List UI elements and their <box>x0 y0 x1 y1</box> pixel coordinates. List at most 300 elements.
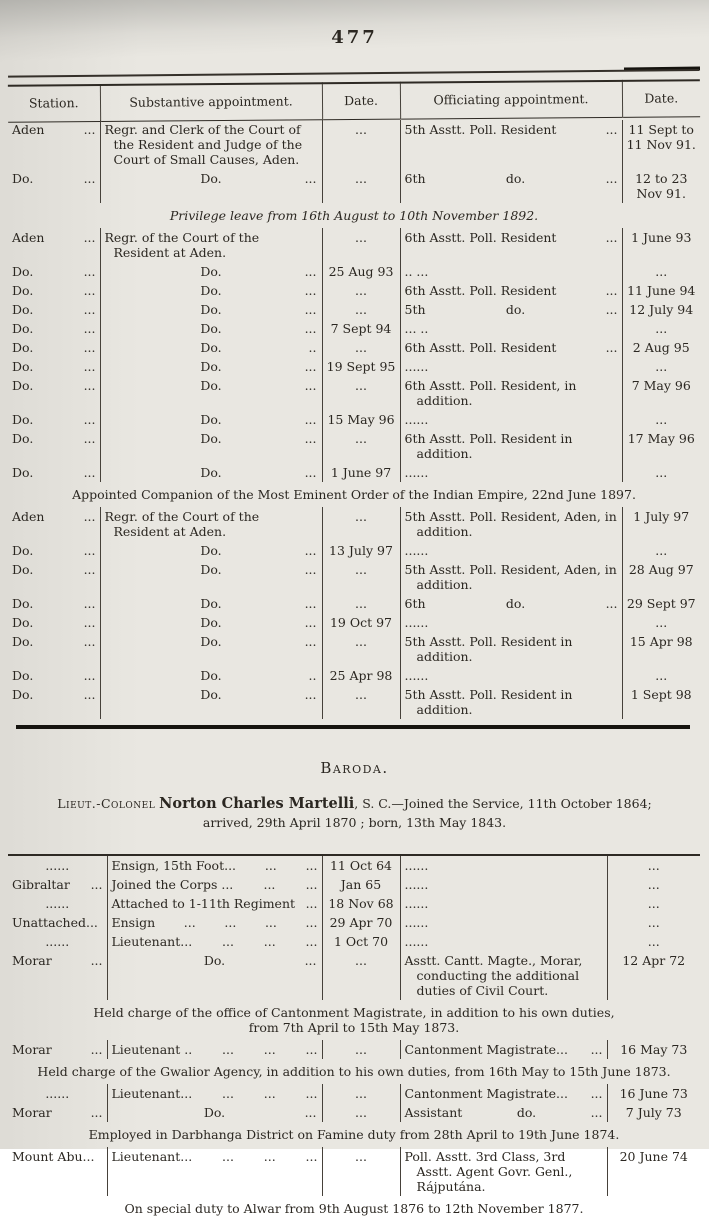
dot-leader: ... <box>590 1105 603 1120</box>
cell-date <box>322 281 400 300</box>
appointment-flex <box>105 171 318 186</box>
cell-officiating-appointment <box>400 894 607 913</box>
date-text: ... <box>655 543 668 558</box>
cell-date <box>622 281 700 300</box>
service-record-table <box>8 82 700 729</box>
dot-leader: ... <box>83 634 96 649</box>
column-header <box>400 81 622 119</box>
appointment-flex <box>105 359 318 374</box>
column-header-text: Officiating appointment. <box>433 91 589 108</box>
date-text: ... <box>655 465 668 480</box>
martelli-table-group <box>8 1084 700 1122</box>
date-text: 17 May 96 <box>627 431 695 446</box>
date-text: ... <box>355 1042 367 1057</box>
dot-leader: ... <box>263 877 276 892</box>
table-note <box>20 1064 688 1079</box>
cell-station <box>8 376 100 410</box>
officiating-flex <box>405 634 618 664</box>
officiating-text: ... .. <box>404 321 429 336</box>
cell-station <box>8 666 100 685</box>
appointment-flex <box>105 687 318 702</box>
cell-date <box>622 357 700 376</box>
date-text: 2 Aug 95 <box>632 340 690 355</box>
appointment-flex <box>105 668 318 683</box>
cell-date <box>322 338 400 357</box>
cell-officiating-appointment <box>400 410 622 429</box>
dot-leader: ... <box>304 615 317 630</box>
date-text: ... <box>355 378 367 393</box>
cell-officiating-appointment <box>400 1040 607 1059</box>
officiating-flex <box>405 283 618 298</box>
cell-substantive-appointment <box>107 894 322 913</box>
cell-officiating-appointment <box>400 357 622 376</box>
table-row <box>8 507 700 541</box>
dot-leader: ... <box>83 465 96 480</box>
officiating-flex <box>405 687 618 717</box>
date-text: 19 Sept 95 <box>326 359 396 374</box>
officiating-text: Asstt. Cantt. Magte., Morar, conducting the additional duties of Civil Court. <box>404 953 583 998</box>
dot-leader: ... <box>83 668 96 683</box>
cell-substantive-appointment <box>100 262 322 281</box>
date-text: 7 Sept 94 <box>330 321 392 336</box>
station-flex <box>12 171 96 186</box>
table-row <box>8 120 700 169</box>
cell-date <box>607 1040 700 1059</box>
dot-leader: ... <box>222 934 234 949</box>
table-row <box>8 951 700 1000</box>
appointment-text: Ensign, 15th Foot... <box>111 858 237 873</box>
cell-substantive-appointment <box>100 666 322 685</box>
appointment-text: Do. <box>200 321 222 336</box>
cell-date <box>322 319 400 338</box>
cell-station <box>8 932 107 951</box>
cell-officiating-appointment <box>400 300 622 319</box>
station-flex <box>12 687 96 702</box>
appointment-text: Regr. of the Court of the Resident at Aden. <box>104 509 260 539</box>
station-flex <box>12 562 96 577</box>
cell-date <box>322 300 400 319</box>
cell-officiating-appointment <box>400 507 622 541</box>
table-note <box>20 487 688 502</box>
table-row <box>8 894 700 913</box>
station-flex <box>12 283 96 298</box>
appointment-text: Do. <box>200 562 222 577</box>
officiating-text: ...... <box>404 877 429 892</box>
cell-station <box>8 300 100 319</box>
date-text: 29 Apr 70 <box>329 915 393 930</box>
appointment-flex <box>105 634 318 649</box>
officiating-flex <box>405 934 603 949</box>
cell-date <box>607 951 700 1000</box>
cell-station <box>8 541 100 560</box>
appointment-flex <box>112 1149 318 1164</box>
dot-leader: ... <box>224 915 237 930</box>
table-row <box>8 410 700 429</box>
cell-date <box>322 541 400 560</box>
officiating-do-text: do. <box>505 171 526 186</box>
cell-station <box>8 1147 107 1196</box>
appointment-flex <box>105 465 318 480</box>
officiating-text: .. ... <box>404 264 429 279</box>
officiating-text: 5th Asstt. Poll. Resident, Aden, in addition. <box>404 509 617 539</box>
appointment-text: Do. <box>200 465 222 480</box>
cell-officiating-appointment <box>400 262 622 281</box>
table-row <box>8 1147 700 1196</box>
cell-station <box>8 281 100 300</box>
cell-date <box>322 429 400 463</box>
cell-officiating-appointment <box>400 228 622 262</box>
appointment-text: Do. <box>200 431 222 446</box>
officiating-text: ...... <box>404 359 429 374</box>
date-text: 11 Oct 64 <box>329 858 393 873</box>
station-text: Do. <box>12 543 34 558</box>
station-text: ...... <box>45 896 70 911</box>
officiating-flex <box>405 264 618 279</box>
appointment-flex <box>112 934 318 949</box>
officiating-flex <box>405 1086 603 1101</box>
date-text: ... <box>355 562 367 577</box>
dot-leader: ... <box>305 934 318 949</box>
station-text: Do. <box>12 283 34 298</box>
dot-leader: ... <box>304 687 317 702</box>
table-row <box>8 666 700 685</box>
appointment-text: Do. <box>200 412 222 427</box>
date-text: ... <box>655 412 668 427</box>
dot-leader: ... <box>305 1149 318 1164</box>
cell-date <box>622 262 700 281</box>
date-text: 11 Sept to 11 Nov 91. <box>626 122 696 152</box>
cell-substantive-appointment <box>100 541 322 560</box>
note-line: Appointed Companion of the Most Eminent Order of the Indian Empire, 22nd June 1897. <box>72 487 636 502</box>
cell-substantive-appointment <box>100 632 322 666</box>
dot-leader: ... <box>304 264 317 279</box>
station-flex <box>12 509 96 524</box>
date-text: 1 Sept 98 <box>630 687 692 702</box>
dot-leader: ... <box>83 378 96 393</box>
station-text: Do. <box>12 378 34 393</box>
dot-leader: ... <box>305 1086 318 1101</box>
date-text: ... <box>355 283 367 298</box>
appointment-flex <box>105 302 318 317</box>
service-table-body <box>8 120 700 719</box>
dot-leader: ... <box>83 562 96 577</box>
station-text: Gibraltar <box>12 877 70 892</box>
table-row <box>8 875 700 894</box>
cell-officiating-appointment <box>400 319 622 338</box>
table-note <box>20 1201 688 1216</box>
appointment-flex <box>105 283 318 298</box>
date-text: ... <box>647 896 660 911</box>
officiating-flex <box>405 858 603 873</box>
cell-substantive-appointment <box>100 463 322 482</box>
table-row <box>8 613 700 632</box>
dot-leader: ... <box>605 283 618 298</box>
date-text: ... <box>355 1149 367 1164</box>
appointment-text: Regr. of the Court of the Resident at Aden. <box>104 230 260 260</box>
appointment-flex <box>105 378 318 393</box>
cell-date <box>322 1084 400 1103</box>
appointment-text: Do. <box>203 1105 226 1120</box>
table-row <box>8 913 700 932</box>
service-table-header <box>8 79 700 122</box>
station-text: Do. <box>12 615 34 630</box>
officiating-do-text: do. <box>505 596 526 611</box>
officiating-flex <box>405 378 618 408</box>
cell-date <box>622 376 700 410</box>
dot-leader: ... <box>222 1149 234 1164</box>
station-flex <box>12 953 103 968</box>
dot-leader: ... <box>304 1105 317 1120</box>
table-row <box>8 463 700 482</box>
cell-date <box>622 685 700 719</box>
cell-substantive-appointment <box>100 120 322 169</box>
appointment-text: Do. <box>200 668 222 683</box>
cell-station <box>8 338 100 357</box>
cell-date <box>322 666 400 685</box>
station-text: Do. <box>12 412 34 427</box>
cell-substantive-appointment <box>100 169 322 203</box>
date-text: 12 Apr 72 <box>622 953 686 968</box>
date-text: 16 May 73 <box>620 1042 688 1057</box>
appointment-flex <box>105 562 318 577</box>
station-text: ...... <box>45 934 70 949</box>
dot-leader: ... <box>304 412 317 427</box>
cell-station <box>8 507 100 541</box>
dot-leader: ... <box>605 122 618 137</box>
cell-station <box>8 429 100 463</box>
dot-leader: ... <box>83 230 96 245</box>
dot-leader: ... <box>83 302 96 317</box>
table-top-rule <box>8 69 699 78</box>
cell-station <box>8 875 107 894</box>
officiating-text: 5th Asstt. Poll. Resident, Aden, in addition. <box>404 562 617 592</box>
officiating-text: ...... <box>404 668 429 683</box>
cell-date <box>622 560 700 594</box>
column-header-text: Station. <box>28 95 79 111</box>
dot-leader: ... <box>83 283 96 298</box>
date-text: 1 June 93 <box>631 230 692 245</box>
cell-substantive-appointment <box>100 410 322 429</box>
appointment-flex <box>112 1042 318 1057</box>
officiating-text: 6th Asstt. Poll. Resident in addition. <box>404 431 573 461</box>
appointment-flex <box>112 1105 318 1120</box>
station-flex <box>12 634 96 649</box>
appointment-flex <box>105 230 318 260</box>
officiating-text: Poll. Asstt. 3rd Class, 3rd Asstt. Agent Govr. Genl., Rájputána. <box>404 1149 573 1194</box>
cell-officiating-appointment <box>400 541 622 560</box>
cell-officiating-appointment <box>400 560 622 594</box>
note-line: Employed in Darbhanga District on Famine duty from 28th April to 19th June 1874. <box>88 1127 620 1142</box>
officiating-text: ...... <box>404 858 429 873</box>
cell-officiating-appointment <box>400 666 622 685</box>
dot-leader: ... <box>222 1042 234 1057</box>
officiating-flex <box>405 896 603 911</box>
officiating-flex <box>405 1105 603 1120</box>
station-flex <box>12 896 103 911</box>
station-text: Do. <box>12 321 34 336</box>
officiating-text: 5th Asstt. Poll. Resident in addition. <box>404 634 573 664</box>
cell-substantive-appointment <box>107 913 322 932</box>
table-row <box>8 281 700 300</box>
cell-officiating-appointment <box>400 855 607 875</box>
station-text: Morar <box>12 953 52 968</box>
cell-officiating-appointment <box>400 1103 607 1122</box>
cell-substantive-appointment <box>107 1084 322 1103</box>
appointment-flex <box>112 896 318 911</box>
appointment-flex <box>105 596 318 611</box>
dot-leader: ... <box>305 915 318 930</box>
dot-leader: ... <box>304 321 317 336</box>
cell-station <box>8 1040 107 1059</box>
date-text: ... <box>355 596 367 611</box>
station-text: Do. <box>12 687 34 702</box>
cell-station <box>8 410 100 429</box>
date-text: 1 Oct 70 <box>333 934 389 949</box>
table-row <box>8 319 700 338</box>
dot-leader: ... <box>305 896 318 911</box>
cell-officiating-appointment <box>400 463 622 482</box>
dot-leader: ... <box>304 562 317 577</box>
cell-date <box>322 932 400 951</box>
station-text: ...... <box>45 858 70 873</box>
officiating-text: 6th <box>404 596 426 611</box>
appointment-text: Lieutenant .. <box>111 1042 193 1057</box>
cell-date <box>622 594 700 613</box>
station-text: Mount Abu... <box>12 1149 95 1164</box>
appointment-text: Do. <box>200 340 222 355</box>
cell-date <box>322 120 400 169</box>
officiating-text: ...... <box>404 543 429 558</box>
cell-date <box>322 560 400 594</box>
table-row <box>8 541 700 560</box>
appointment-text: Do. <box>200 634 222 649</box>
officiating-flex <box>405 543 618 558</box>
cell-station <box>8 594 100 613</box>
cell-station <box>8 319 100 338</box>
appointment-text: Regr. and Clerk of the Court of the Resident and Judge of the Court of Small Causes, Aden. <box>104 122 303 167</box>
officiating-flex <box>405 230 618 245</box>
appointment-flex <box>105 543 318 558</box>
date-text: 18 Nov 68 <box>328 896 394 911</box>
cell-officiating-appointment <box>400 613 622 632</box>
date-text: 1 July 97 <box>633 509 690 524</box>
officiating-text: 6th Asstt. Poll. Resident <box>404 230 557 245</box>
appointment-flex <box>112 858 318 873</box>
dot-leader: ... <box>264 915 277 930</box>
date-text: 16 June 73 <box>619 1086 688 1101</box>
dot-leader: ... <box>590 1086 603 1101</box>
cell-date <box>322 855 400 875</box>
cell-date <box>322 894 400 913</box>
date-text: 7 July 73 <box>625 1105 682 1120</box>
officiating-text: Cantonment Magistrate... <box>404 1086 568 1101</box>
station-flex <box>12 858 103 873</box>
dot-leader: ... <box>605 171 618 186</box>
officiating-text: 6th <box>404 171 426 186</box>
appointment-flex <box>112 915 318 930</box>
table-row <box>8 1103 700 1122</box>
officiating-flex <box>405 953 603 998</box>
table-bottom-rule <box>16 725 690 729</box>
dot-leader: .. <box>308 668 317 683</box>
service-table-section <box>8 507 700 719</box>
service-table-section <box>8 120 700 203</box>
station-text: Do. <box>12 562 34 577</box>
cell-officiating-appointment <box>400 120 622 169</box>
date-text: ... <box>647 934 660 949</box>
cell-station <box>8 855 107 875</box>
cell-date <box>622 429 700 463</box>
note-line: On special duty to Alwar from 9th August 1876 to 12th November 1877. <box>124 1201 584 1216</box>
dot-leader: ... <box>263 1086 276 1101</box>
station-flex <box>12 543 96 558</box>
date-text: ... <box>355 687 367 702</box>
date-text: ... <box>355 509 367 524</box>
station-text: Do. <box>12 596 34 611</box>
cell-date <box>607 875 700 894</box>
table-row <box>8 169 700 203</box>
date-text: 29 Sept 97 <box>626 596 696 611</box>
appointment-text: Do. <box>200 171 222 186</box>
dot-leader: ... <box>83 359 96 374</box>
date-text: ... <box>655 264 668 279</box>
officiating-text: 5th <box>404 302 426 317</box>
cell-date <box>622 613 700 632</box>
cell-date <box>622 632 700 666</box>
date-text: 7 May 96 <box>631 378 691 393</box>
cell-date <box>607 932 700 951</box>
dot-leader: ... <box>183 915 196 930</box>
service-table-section <box>8 228 700 482</box>
cell-substantive-appointment <box>100 376 322 410</box>
officer-intro-line2: arrived, 29th April 1870 ; born, 13th May 1843. <box>202 815 507 830</box>
date-text: 25 Aug 93 <box>328 264 394 279</box>
martelli-table-group <box>8 1147 700 1196</box>
officiating-flex <box>405 321 618 336</box>
cell-date <box>322 507 400 541</box>
station-text: Do. <box>12 431 34 446</box>
table-row <box>8 429 700 463</box>
date-text: 11 June 94 <box>627 283 696 298</box>
officiating-text: ...... <box>404 934 429 949</box>
station-flex <box>12 412 96 427</box>
cell-officiating-appointment <box>400 376 622 410</box>
martelli-table-group <box>8 854 700 1000</box>
station-text: Do. <box>12 171 34 186</box>
officiating-flex <box>405 171 618 186</box>
cell-substantive-appointment <box>107 1147 322 1196</box>
date-text: 1 June 97 <box>330 465 392 480</box>
station-flex <box>12 302 96 317</box>
dot-leader: ... <box>83 321 96 336</box>
appointment-flex <box>112 877 318 892</box>
dot-leader: ... <box>83 615 96 630</box>
column-header <box>100 83 322 121</box>
cell-station <box>8 1103 107 1122</box>
date-text: 25 Apr 98 <box>329 668 393 683</box>
cell-station <box>8 228 100 262</box>
station-text: Aden <box>12 230 45 245</box>
officiating-flex <box>405 340 618 355</box>
cell-substantive-appointment <box>100 560 322 594</box>
dot-leader: ... <box>264 858 277 873</box>
officer-name: Norton Charles Martelli <box>159 795 355 812</box>
date-text: 15 May 96 <box>327 412 395 427</box>
cell-date <box>607 1103 700 1122</box>
date-text: ... <box>355 122 367 137</box>
officiating-text: 6th Asstt. Poll. Resident, in addition. <box>404 378 577 408</box>
officiating-flex <box>405 668 618 683</box>
